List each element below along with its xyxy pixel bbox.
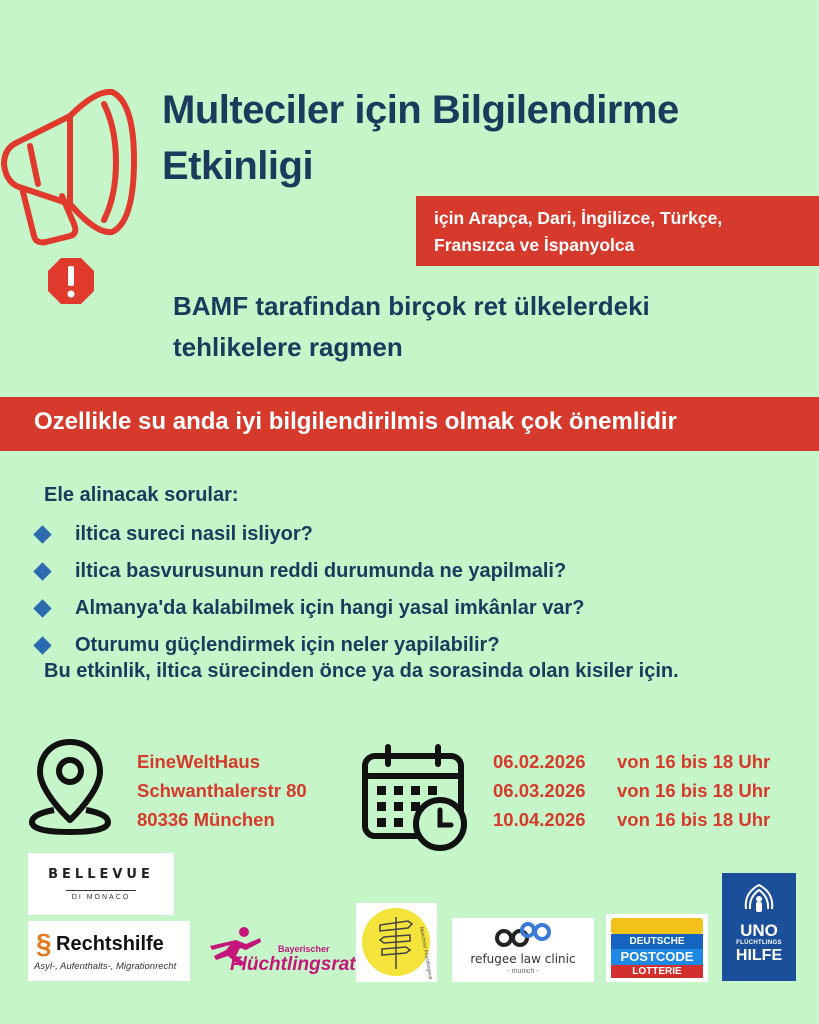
fluechtlingsrat-logo: Flüchtlingsrat bbox=[230, 954, 356, 975]
svg-text:Münchner Flüchtlingsrat: Münchner Flüchtlingsrat bbox=[418, 926, 434, 980]
languages-box bbox=[416, 196, 819, 266]
address-line-3: 80336 München bbox=[137, 809, 275, 830]
info-banner: Ozellikle su anda iyi bilgilendirilmis olmak çok önemlidir bbox=[0, 397, 819, 451]
list-item: Almanya'da kalabilmek için hangi yasal imkânlar var? bbox=[32, 590, 584, 627]
address bbox=[137, 747, 307, 834]
languages-line-1: için Arapça, Dari, İngilizce, Türkçe, bbox=[434, 208, 723, 228]
list-item: iltica basvurusunun reddi durumunda ne yapilmali? bbox=[32, 553, 584, 590]
rlc-waves-icon bbox=[492, 922, 554, 948]
date-row: 10.04.2026 von 16 bis 18 Uhr bbox=[493, 809, 771, 830]
diamond-bullet-icon bbox=[33, 525, 51, 543]
diamond-bullet-icon bbox=[33, 562, 51, 580]
questions-footer: Bu etkinlik, iltica sürecinden önce ya da sorasinda olan kisiler için. bbox=[44, 660, 679, 682]
diamond-bullet-icon bbox=[33, 636, 51, 654]
fluechtlingsrat-top: Bayerischer bbox=[278, 944, 330, 954]
uno-fluechtlingshilfe-logo: UNO FLÜCHTLINGS HILFE bbox=[722, 873, 796, 981]
svg-text:§: § bbox=[36, 928, 52, 959]
bellevue-logo: BELLEVUE DI MONACO bbox=[28, 853, 174, 915]
title-line-2: Etkinligi bbox=[162, 144, 314, 188]
address-line-2: Schwanthalerstr 80 bbox=[137, 780, 307, 801]
megaphone-icon bbox=[0, 88, 140, 248]
unhcr-emblem-icon bbox=[742, 879, 776, 919]
calendar-clock-icon bbox=[360, 744, 470, 852]
muenchner-fluechtlingsrat-logo bbox=[356, 903, 437, 982]
rechtshilfe-logo: § Rechtshilfe Asyl-, Aufenthalts-, Migrationrecht bbox=[28, 921, 190, 981]
address-line-1: EineWeltHaus bbox=[137, 751, 261, 772]
title-line-1: Multeciler için Bilgilendirme bbox=[162, 88, 679, 132]
paragraph-icon bbox=[34, 927, 54, 959]
list-item: Oturumu güçlendirmek için neler yapilabilir? bbox=[32, 627, 584, 664]
date-row: 06.03.2026 von 16 bis 18 Uhr bbox=[493, 780, 771, 801]
postcode-lotterie-logo: DEUTSCHE POSTCODE LOTTERIE bbox=[606, 914, 708, 982]
signpost-icon bbox=[356, 903, 437, 982]
questions-heading: Ele alinacak sorular: bbox=[44, 484, 239, 506]
subtitle-line-1: BAMF tarafindan birçok ret ülkelerdeki bbox=[173, 291, 650, 321]
list-item: iltica sureci nasil isliyor? bbox=[32, 516, 584, 553]
warning-icon bbox=[46, 256, 96, 306]
date-row: 06.02.2026 von 16 bis 18 Uhr bbox=[493, 751, 771, 772]
location-pin-icon bbox=[26, 736, 114, 836]
languages-line-2: Fransızca ve İspanyolca bbox=[434, 235, 635, 255]
page-title bbox=[162, 82, 812, 194]
subtitle bbox=[173, 286, 793, 368]
event-dates bbox=[493, 747, 770, 834]
ribbon bbox=[611, 918, 703, 934]
refugee-law-clinic-logo: refugee law clinic - munich - bbox=[452, 918, 594, 982]
questions-list bbox=[32, 516, 584, 664]
subtitle-line-2: tehlikelere ragmen bbox=[173, 332, 403, 362]
diamond-bullet-icon bbox=[33, 599, 51, 617]
